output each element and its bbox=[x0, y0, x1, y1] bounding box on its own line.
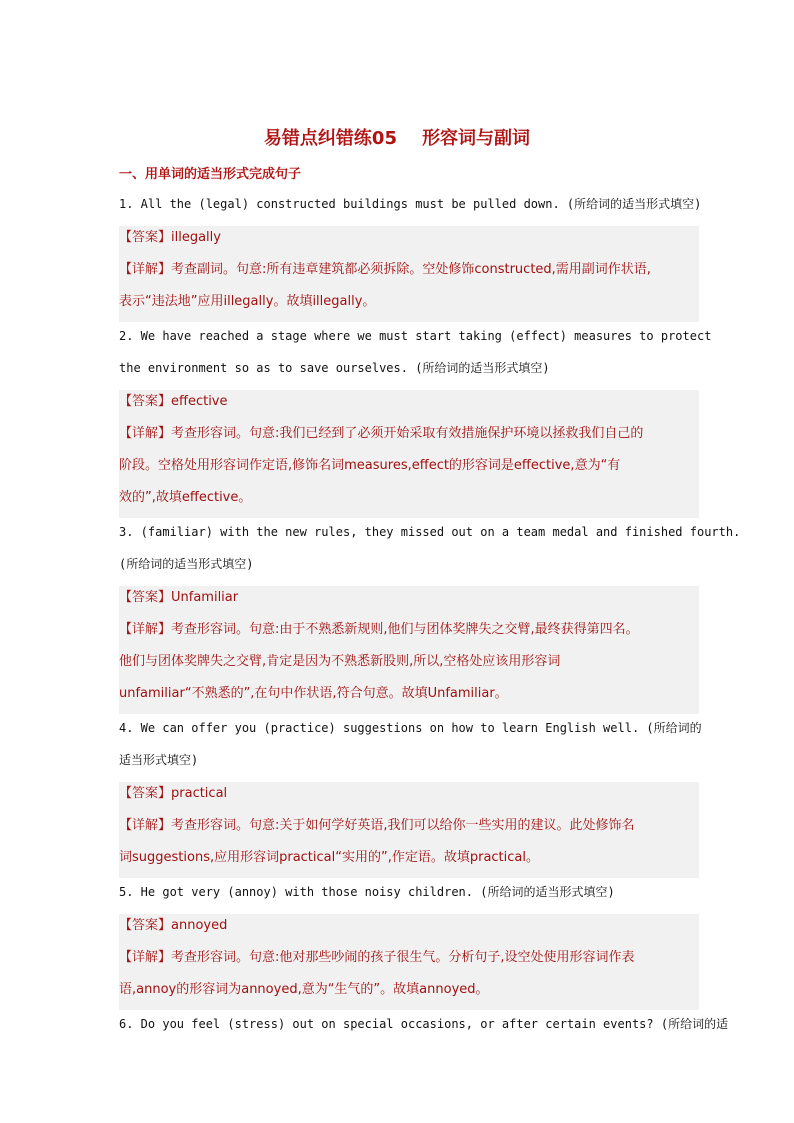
exercise-item bbox=[119, 716, 702, 878]
detail-line: 他们与团体奖牌失之交臂,肯定是因为不熟悉新股则,所以,空格处应该用形容词 bbox=[119, 654, 561, 669]
exercise-item bbox=[119, 520, 741, 714]
detail-line: 阶段。空格处用形容词作定语,修饰名词measures,effect的形容词是effective,意为“有 bbox=[119, 458, 621, 473]
page-title bbox=[0, 124, 794, 150]
exercise-item bbox=[119, 1012, 729, 1044]
question-line: the environment so as to save ourselves. (所给词的适当形式填空) bbox=[119, 361, 550, 375]
answer-box bbox=[119, 390, 699, 518]
question-line: 3. (familiar) with the new rules, they missed out on a team medal and finished fourth. bbox=[119, 525, 741, 539]
detail-line: 【详解】考查形容词。句意:他对那些吵闹的孩子很生气。分析句子,设空处使用形容词作表 bbox=[119, 950, 635, 965]
page-title-right: 形容词与副词 bbox=[422, 128, 531, 149]
question-line: 1. All the (legal) constructed buildings must be pulled down. (所给词的适当形式填空) bbox=[119, 197, 702, 211]
detail-line: 词suggestions,应用形容词practical“实用的”,作定语。故填practical。 bbox=[119, 850, 539, 865]
exercise-item bbox=[119, 192, 702, 322]
question-line: 适当形式填空) bbox=[119, 753, 199, 767]
detail-line: unfamiliar“不熟悉的”,在句中作状语,符合句意。故填Unfamiliar。 bbox=[119, 686, 508, 701]
answer-box bbox=[119, 782, 699, 878]
answer-box bbox=[119, 586, 699, 714]
detail-line: 【详解】考查形容词。句意:由于不熟悉新规则,他们与团体奖牌失之交臂,最终获得第四名。 bbox=[119, 622, 639, 637]
exercise-list bbox=[119, 192, 741, 1044]
question-line: 2. We have reached a stage where we must start taking (effect) measures to protect bbox=[119, 329, 712, 343]
answer-line: 【答案】effective bbox=[119, 394, 228, 409]
exercise-item bbox=[119, 324, 712, 518]
detail-line: 【详解】考查副词。句意:所有违章建筑都必须拆除。空处修饰constructed,需用副词作状语, bbox=[119, 262, 651, 277]
detail-line: 语,annoy的形容词为annoyed,意为“生气的”。故填annoyed。 bbox=[119, 982, 489, 997]
detail-line: 【详解】考查形容词。句意:我们已经到了必须开始采取有效措施保护环境以拯救我们自己的 bbox=[119, 426, 644, 441]
exercise-item bbox=[119, 880, 699, 1010]
answer-line: 【答案】illegally bbox=[119, 230, 221, 245]
answer-line: 【答案】annoyed bbox=[119, 918, 228, 933]
detail-line: 效的”,故填effective。 bbox=[119, 490, 252, 505]
detail-line: 表示“违法地”应用illegally。故填illegally。 bbox=[119, 294, 376, 309]
question-line: 6. Do you feel (stress) out on special occasions, or after certain events? (所给词的适 bbox=[119, 1017, 729, 1031]
page-title-left: 易错点纠错练05 bbox=[263, 128, 397, 149]
question-line: (所给词的适当形式填空) bbox=[119, 557, 254, 571]
section-heading: 一、用单词的适当形式完成句子 bbox=[119, 167, 302, 182]
answer-box bbox=[119, 226, 699, 322]
answer-box bbox=[119, 914, 699, 1010]
answer-line: 【答案】Unfamiliar bbox=[119, 590, 239, 605]
answer-line: 【答案】practical bbox=[119, 786, 228, 801]
detail-line: 【详解】考查形容词。句意:关于如何学好英语,我们可以给你一些实用的建议。此处修饰名 bbox=[119, 818, 635, 833]
question-line: 5. He got very (annoy) with those noisy children. (所给词的适当形式填空) bbox=[119, 885, 615, 899]
question-line: 4. We can offer you (practice) suggestions on how to learn English well. (所给词的 bbox=[119, 721, 702, 735]
